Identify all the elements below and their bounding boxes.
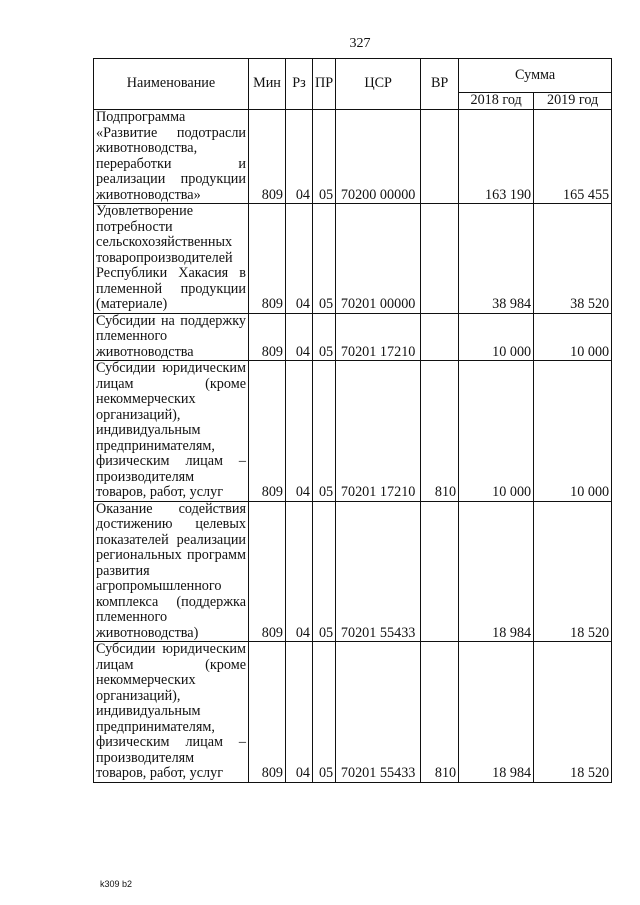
cell-2018: 18 984 <box>459 501 534 642</box>
cell-rz: 04 <box>286 361 313 502</box>
cell-pr: 05 <box>313 642 336 783</box>
cell-csr: 70201 55433 <box>336 501 421 642</box>
table-row <box>94 361 612 502</box>
cell-2019: 38 520 <box>534 204 612 314</box>
table-row <box>94 204 612 314</box>
cell-2019: 10 000 <box>534 361 612 502</box>
cell-csr: 70201 17210 <box>336 313 421 361</box>
col-header-rz: Рз <box>286 59 313 110</box>
col-header-vr: ВР <box>421 59 459 110</box>
col-header-2018: 2018 год <box>459 93 534 110</box>
cell-vr <box>421 501 459 642</box>
footer-code: k309 b2 <box>100 879 133 889</box>
cell-min: 809 <box>249 313 286 361</box>
cell-vr <box>421 313 459 361</box>
cell-name: Удовлетворение потребности сельскохозяйственных товаропроизводителей Республики Хакасия в племенной продукции (материале) <box>94 204 249 314</box>
cell-2018: 18 984 <box>459 642 534 783</box>
col-header-name: Наименование <box>94 59 249 110</box>
cell-vr: 810 <box>421 361 459 502</box>
cell-min: 809 <box>249 110 286 204</box>
cell-2018: 10 000 <box>459 313 534 361</box>
cell-pr: 05 <box>313 501 336 642</box>
cell-min: 809 <box>249 642 286 783</box>
cell-rz: 04 <box>286 110 313 204</box>
table-body <box>94 110 612 783</box>
cell-min: 809 <box>249 361 286 502</box>
cell-2018: 10 000 <box>459 361 534 502</box>
cell-2019: 165 455 <box>534 110 612 204</box>
cell-rz: 04 <box>286 204 313 314</box>
col-header-2019: 2019 год <box>534 93 612 110</box>
col-header-csr: ЦСР <box>336 59 421 110</box>
cell-pr: 05 <box>313 110 336 204</box>
col-header-sum: Сумма <box>459 59 612 93</box>
cell-name: Субсидии юридическим лицам (кроме некоммерческих организаций), индивидуальным предпринимателям, физическим лицам – производителям товаров, работ, услуг <box>94 361 249 502</box>
table-row <box>94 313 612 361</box>
cell-2019: 10 000 <box>534 313 612 361</box>
budget-table <box>93 58 612 783</box>
cell-2019: 18 520 <box>534 642 612 783</box>
cell-2018: 38 984 <box>459 204 534 314</box>
cell-csr: 70201 17210 <box>336 361 421 502</box>
cell-vr: 810 <box>421 642 459 783</box>
cell-min: 809 <box>249 501 286 642</box>
table-row <box>94 501 612 642</box>
table-row <box>94 110 612 204</box>
cell-csr: 70201 00000 <box>336 204 421 314</box>
cell-2019: 18 520 <box>534 501 612 642</box>
cell-csr: 70201 55433 <box>336 642 421 783</box>
cell-2018: 163 190 <box>459 110 534 204</box>
cell-name: Субсидии на поддержку племенного животноводства <box>94 313 249 361</box>
cell-csr: 70200 00000 <box>336 110 421 204</box>
cell-rz: 04 <box>286 313 313 361</box>
cell-name: Подпрограмма «Развитие подотрасли животноводства, переработки и реализации продукции животноводства» <box>94 110 249 204</box>
cell-min: 809 <box>249 204 286 314</box>
col-header-pr: ПР <box>313 59 336 110</box>
cell-name: Субсидии юридическим лицам (кроме некоммерческих организаций), индивидуальным предпринимателям, физическим лицам – производителям товаров, работ, услуг <box>94 642 249 783</box>
col-header-min: Мин <box>249 59 286 110</box>
cell-pr: 05 <box>313 204 336 314</box>
cell-vr <box>421 110 459 204</box>
cell-name: Оказание содействия достижению целевых показателей реализации региональных программ развития агропромышленного комплекса (поддержка племенного животноводства) <box>94 501 249 642</box>
cell-pr: 05 <box>313 313 336 361</box>
cell-vr <box>421 204 459 314</box>
table-row <box>94 642 612 783</box>
cell-rz: 04 <box>286 501 313 642</box>
page-number: 327 <box>349 36 371 51</box>
cell-pr: 05 <box>313 361 336 502</box>
cell-rz: 04 <box>286 642 313 783</box>
